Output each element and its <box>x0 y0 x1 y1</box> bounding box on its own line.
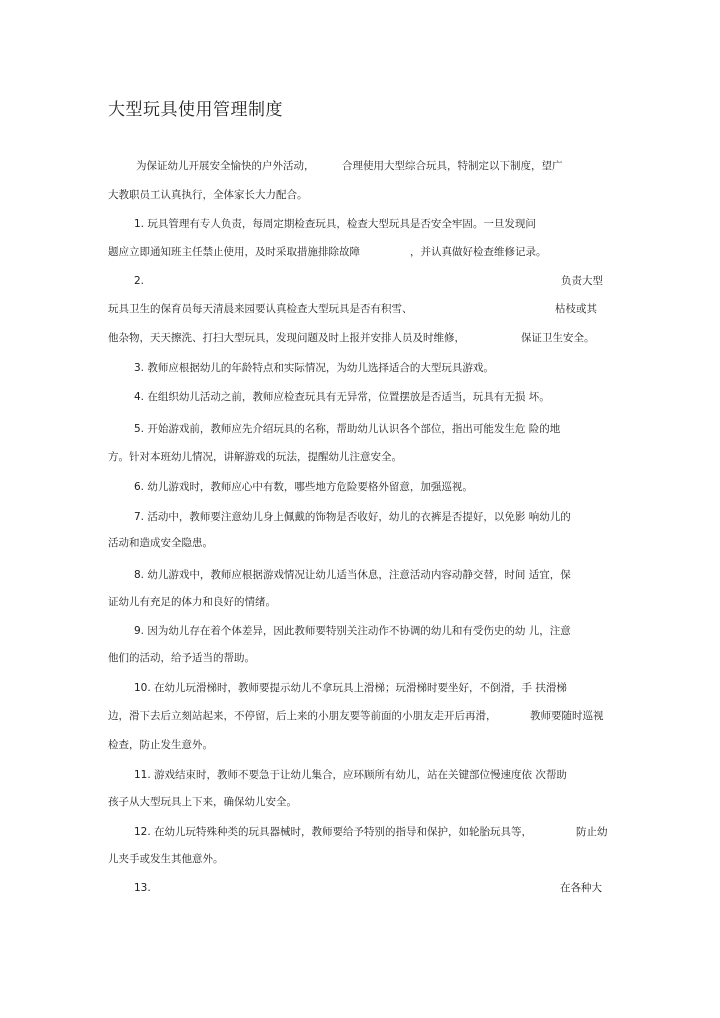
item-8-line-1 <box>134 568 571 582</box>
item-4 <box>134 390 550 404</box>
item-11-number: 11. <box>134 769 151 781</box>
item-5-line-2: 方。针对本班幼儿情况，讲解游戏的玩法，提醒幼儿注意安全。 <box>108 451 402 463</box>
item-10-text: 在幼儿玩滑梯时，教师要提示幼儿不拿玩具上滑梯；玩滑梯时要坐好，不倒滑，手 扶滑梯 <box>154 682 567 694</box>
item-1-line-2a: 题应立即通知班主任禁止使用，及时采取措施排除故障 <box>108 246 360 258</box>
item-10-line-1 <box>134 681 567 695</box>
item-4-number: 4. <box>134 391 145 403</box>
item-1-text: 玩具管理有专人负责，每周定期检查玩具，检查大型玩具是否安全牢固。一旦发现问 <box>147 218 536 230</box>
item-3-text: 教师应根据幼儿的年龄特点和实际情况，为幼儿选择适合的大型玩具游戏。 <box>147 362 494 374</box>
item-5-number: 5. <box>134 423 145 435</box>
item-13-number: 13. <box>134 882 151 894</box>
item-2-line-2b: 枯枝或其 <box>555 303 597 315</box>
item-11-line-1 <box>134 768 567 782</box>
item-2-number: 2. <box>134 275 145 287</box>
intro-line-1b: 合理使用大型综合玩具，特制定以下制度，望广 <box>342 160 563 172</box>
item-6-text: 幼儿游戏时，教师应心中有数，哪些地方危险要格外留意，加强巡视。 <box>147 481 473 493</box>
item-2-line-2a: 玩具卫生的保育员每天清晨来园要认真检查大型玩具是否有积雪、 <box>108 303 413 315</box>
item-8-text: 幼儿游戏中，教师应根据游戏情况让幼儿适当休息，注意活动内容动静交替，时间 适宜，保 <box>147 569 571 581</box>
item-11-line-2: 孩子从大型玩具上下来，确保幼儿安全。 <box>108 796 297 808</box>
item-7-line-1 <box>134 510 571 524</box>
item-12-text: 在幼儿玩特殊种类的玩具器械时，教师要给予特别的指导和保护，如轮胎玩具等， <box>154 826 533 838</box>
item-7-text: 活动中，教师要注意幼儿身上佩戴的饰物是否收好，幼儿的衣裤是否提好，以免影 响幼儿的 <box>147 511 571 523</box>
item-4-text: 在组织幼儿活动之前，教师应检查玩具有无异常，位置摆放是否适当，玩具有无损 坏。 <box>147 391 550 403</box>
item-7-line-2: 活动和造成安全隐患。 <box>108 537 213 549</box>
item-10-line-3: 检查，防止发生意外。 <box>108 739 213 751</box>
item-10-line-2b: 教师要随时巡视 <box>530 710 604 722</box>
item-8-number: 8. <box>134 569 145 581</box>
item-12-line-2: 儿夹手或发生其他意外。 <box>108 853 224 865</box>
item-11-text: 游戏结束时，教师不要急于让幼儿集合，应环顾所有幼儿，站在关键部位慢速度依 次帮助 <box>154 769 567 781</box>
item-3 <box>134 361 494 375</box>
intro-line-1a: 为保证幼儿开展安全愉快的户外活动， <box>136 160 315 172</box>
item-9-number: 9. <box>134 625 145 637</box>
item-12-line-1a <box>134 825 532 839</box>
item-12-number: 12. <box>134 826 151 838</box>
item-1-line-1 <box>134 217 536 231</box>
item-2-line-3a: 他杂物，天天擦洗、打扫大型玩具，发现问题及时上报并安排人员及时维修， <box>108 332 465 344</box>
item-12-line-1b: 防止幼 <box>576 826 608 838</box>
item-9-line-1 <box>134 624 571 638</box>
item-2-line-3b: 保证卫生安全。 <box>521 332 595 344</box>
item-13-line-1-right: 在各种大 <box>560 882 602 894</box>
item-7-number: 7. <box>134 511 145 523</box>
item-1-line-2b: ，并认真做好检查维修记录。 <box>410 246 547 258</box>
item-3-number: 3. <box>134 362 145 374</box>
item-10-line-2a: 边，滑下去后立刻站起来，不停留，后上来的小朋友要等前面的小朋友走开后再滑， <box>108 710 497 722</box>
intro-line-2: 大教职员工认真执行，全体家长大力配合。 <box>108 189 308 201</box>
item-6 <box>134 480 473 494</box>
item-2-line-1-right: 负责大型 <box>561 275 603 287</box>
item-9-line-2: 他们的活动，给予适当的帮助。 <box>108 652 255 664</box>
item-10-number: 10. <box>134 682 151 694</box>
item-5-text: 开始游戏前，教师应先介绍玩具的名称，帮助幼儿认识各个部位，指出可能发生危 险的地 <box>147 423 561 435</box>
item-8-line-2: 证幼儿有充足的体力和良好的情绪。 <box>108 596 276 608</box>
document-title: 大型玩具使用管理制度 <box>108 100 283 120</box>
item-9-text: 因为幼儿存在着个体差异，因此教师要特别关注动作不协调的幼儿和有受伤史的幼 儿，注意 <box>147 625 571 637</box>
item-6-number: 6. <box>134 481 145 493</box>
item-5-line-1 <box>134 422 560 436</box>
item-1-number: 1. <box>134 218 145 230</box>
